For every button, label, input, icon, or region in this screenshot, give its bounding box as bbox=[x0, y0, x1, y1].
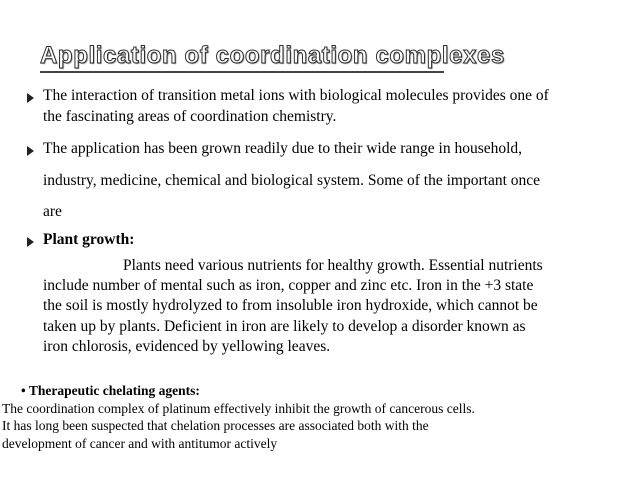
slide-title: Application of coordination complexes bbox=[40, 42, 505, 69]
title-underline bbox=[40, 71, 444, 73]
triangle-right-bullet-icon bbox=[24, 91, 36, 105]
plant-growth-line-2: include number of mental such as iron, copper and zinc etc. Iron in the +3 state bbox=[43, 277, 534, 295]
bullet-1-line-2: the fascinating areas of coordination chemistry. bbox=[43, 108, 337, 125]
bullet-2-line-1: The application has been grown readily due to their wide range in household, bbox=[43, 140, 523, 157]
therapeutic-line-1: The coordination complex of platinum effectively inhibit the growth of cancerous cells. bbox=[2, 400, 475, 416]
therapeutic-line-3: development of cancer and with antitumor actively bbox=[2, 435, 278, 451]
plant-growth-heading: Plant growth: bbox=[43, 231, 135, 248]
bullet-2-line-3: are bbox=[43, 203, 62, 220]
plant-growth-line-1: Plants need various nutrients for healthy growth. Essential nutrients bbox=[123, 257, 543, 274]
plant-growth-line-5: iron chlorosis, evidenced by yellowing leaves. bbox=[43, 337, 331, 355]
therapeutic-heading: • Therapeutic chelating agents: bbox=[21, 383, 200, 398]
bullet-1-line-1: The interaction of transition metal ions with biological molecules provides one of bbox=[43, 87, 549, 104]
bullet-2-line-2: industry, medicine, chemical and biological system. Some of the important once bbox=[43, 172, 541, 189]
plant-growth-line-4: taken up by plants. Deficient in iron are likely to develop a disorder known as bbox=[43, 317, 526, 335]
plant-growth-line-3: the soil is mostly hydrolyzed to from insoluble iron hydroxide, which cannot be bbox=[43, 297, 538, 315]
therapeutic-line-2: It has long been suspected that chelation processes are associated both with the bbox=[2, 418, 429, 433]
triangle-right-bullet-icon bbox=[24, 235, 36, 249]
therapeutic-section bbox=[2, 382, 475, 452]
triangle-right-bullet-icon bbox=[24, 144, 36, 158]
plant-growth-paragraph bbox=[43, 256, 543, 357]
